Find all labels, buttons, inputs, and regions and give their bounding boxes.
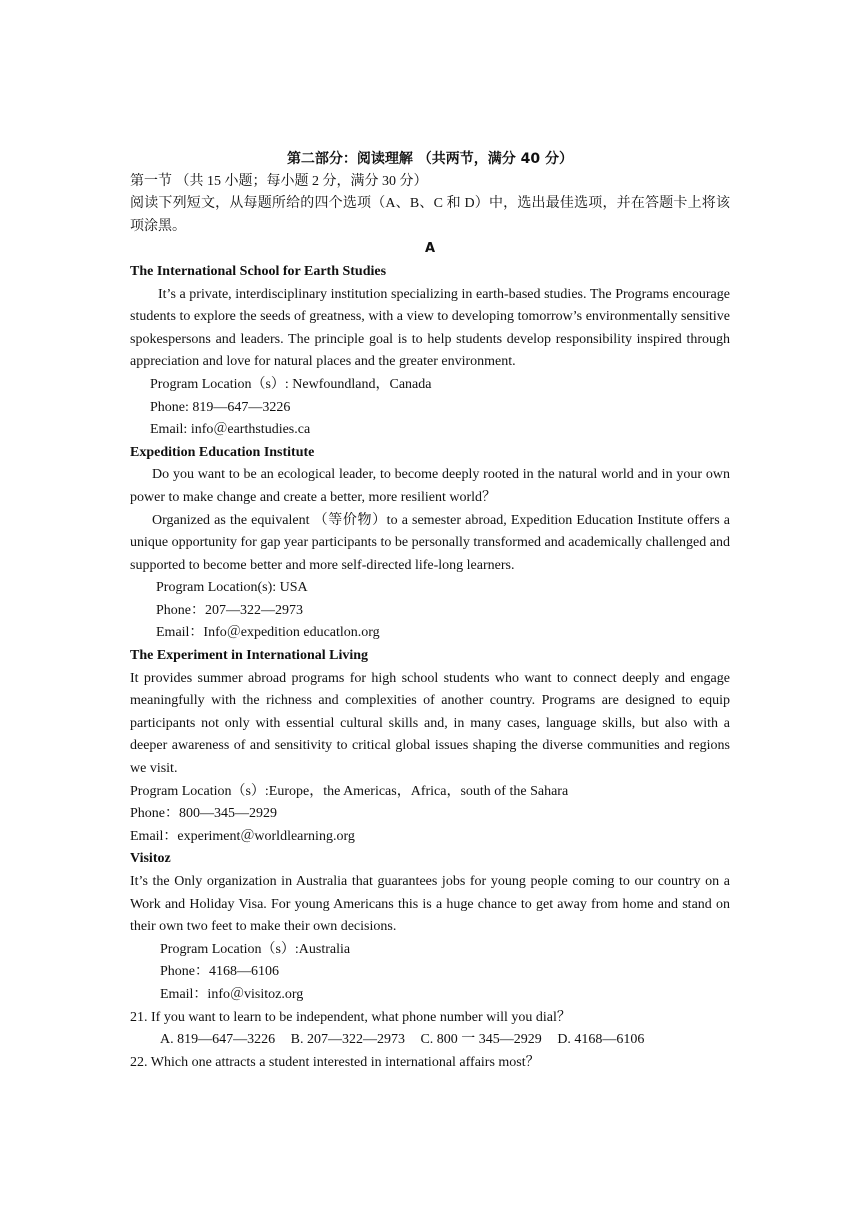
entry-visitoz	[130, 848, 730, 1006]
entry-email: Email：info＠visitoz.org	[160, 986, 304, 1002]
entry-location: Program Location（s）: Newfoundland，Canada	[150, 376, 432, 392]
entry-location: Program Location（s）:Australia	[160, 941, 351, 957]
entry-email: Email：experiment＠worldlearning.org	[130, 828, 355, 844]
entry-earth-studies	[130, 261, 730, 442]
entry-paragraph: Do you want to be an ecological leader, to become deeply rooted in the natural world and in your own power to make change and create a better, more resilient world？	[130, 467, 730, 505]
entry-expedition-education	[130, 442, 730, 645]
entry-phone: Phone：4168—6106	[160, 964, 279, 980]
passage-label: A	[424, 241, 436, 257]
question-22	[130, 1052, 730, 1075]
option-a: A. 819—647—3226	[160, 1032, 276, 1048]
question-options	[130, 1029, 730, 1052]
entry-paragraph: Organized as the equivalent （等价物）to a semester abroad, Expedition Education Institute offers a unique opportunity for gap year participants to be personally transformed and academically challenged and supported to become better and more self-directed life-long learners.	[130, 512, 730, 573]
entry-paragraph: It’s a private, interdisciplinary institution specializing in earth-based studies. The Programs encourage students to explore the seeds of greatness, with a view to developing tomorrow’s environmentally sensitive spokespersons and leaders. The principle goal is to help students develop responsibility inspired through appreciation and love for natural places and the greater environment.	[130, 286, 730, 370]
entry-title: Expedition Education Institute	[130, 444, 315, 460]
entry-location: Program Location（s）:Europe，the Americas，Africa，south of the Sahara	[130, 783, 569, 799]
entry-title: Visitoz	[130, 851, 171, 867]
entry-paragraph: It provides summer abroad programs for high school students who want to connect deeply and engage meaningfully with the richness and complexities of another country. Programs are designed to equip participants not only with essential cultural skills and, in many cases, language skills, but also with a deeper awareness of and sensitivity to critical global issues shaping the diverse communities and regions we visit.	[130, 670, 730, 777]
entry-phone: Phone: 819—647—3226	[150, 399, 291, 415]
entry-paragraph: It’s the Only organization in Australia that guarantees jobs for young people coming to our country on a Work and Holiday Visa. For young Americans this is a huge chance to get away from home and stand on their own two feet to make their own decisions.	[130, 874, 730, 935]
entry-experiment-international	[130, 645, 730, 848]
question-stem: 21. If you want to learn to be independent, what phone number will you dial？	[130, 1009, 571, 1025]
option-d: D. 4168—6106	[557, 1032, 645, 1048]
section-title: 第一节 （共 15 小题；每小题 2 分，满分 30 分）	[130, 173, 428, 189]
entry-phone: Phone：207—322—2973	[156, 602, 303, 618]
entry-email: Email: info＠earthstudies.ca	[150, 422, 311, 438]
option-b: B. 207—322—2973	[290, 1032, 405, 1048]
question-stem: 22. Which one attracts a student interested in international affairs most？	[130, 1054, 540, 1070]
part-title: 第二部分：阅读理解 （共两节，满分 40 分）	[286, 151, 574, 167]
question-21	[130, 1007, 730, 1052]
entry-email: Email：Info＠expedition educatlon.org	[156, 625, 380, 641]
option-c: C. 800 一 345—2929	[420, 1032, 542, 1048]
entry-title: The Experiment in International Living	[130, 648, 369, 664]
entry-title: The International School for Earth Studies	[130, 263, 387, 279]
entry-phone: Phone：800—345—2929	[130, 806, 277, 822]
exam-page	[130, 148, 730, 1074]
entry-location: Program Location(s): USA	[156, 580, 308, 596]
instructions: 阅读下列短文，从每题所给的四个选项（A、B、C 和 D）中，选出最佳选项，并在答题卡上将该项涂黑。	[130, 196, 730, 234]
